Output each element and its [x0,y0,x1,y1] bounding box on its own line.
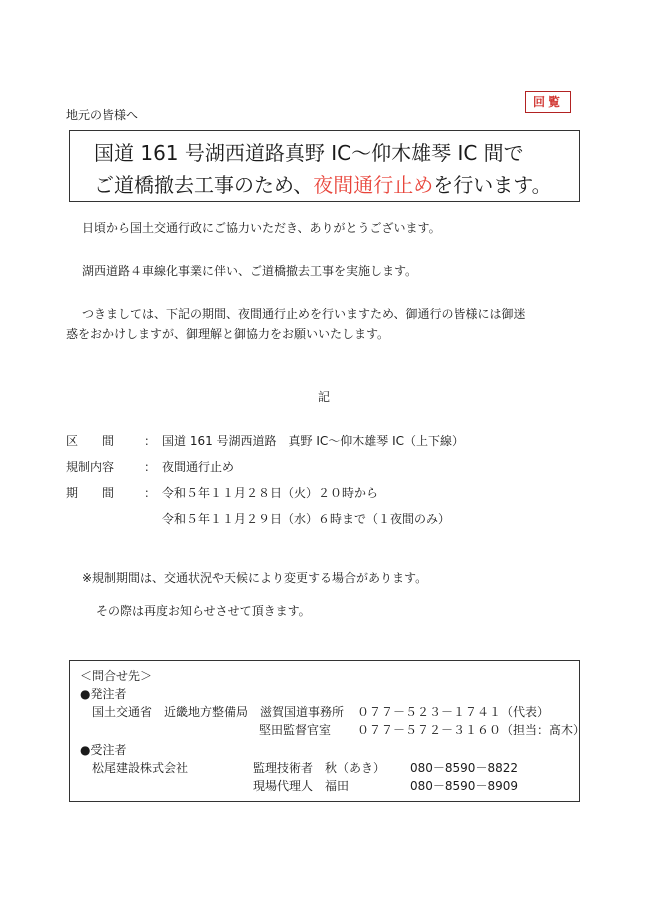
period-end: 令和５年１１月２９日（水）６時まで（１夜間のみ） [162,512,451,526]
contractor-role1: 監理技術者 秋（あき） [253,761,386,775]
contact-box [69,660,586,802]
section-label: 区 間 [66,434,115,448]
restriction-value: 夜間通行止め [162,460,235,474]
period-start: 令和５年１１月２８日（火）２０時から [162,486,379,500]
contractor-role2: 現場代理人 福田 [253,779,350,793]
title-line-1: 国道 161 号湖西道路真野 IC～仰木雄琴 IC 間で [94,141,524,165]
title-line-2-suffix: を行います。 [433,173,552,197]
contractor-heading: ●受注者 [80,743,127,757]
orderer-org: 国土交通省 近畿地方整備局 滋賀国道事務所 [92,705,345,719]
title-line-2 [94,169,552,198]
request-paragraph-line-2: 惑をおかけしますが、御理解と御協力をお願いいたします。 [66,327,390,341]
orderer-phone: ０７７－５２３－１７４１（代表） [357,705,550,719]
circulate-stamp: 回覧 [525,91,571,113]
orderer-phone2: ０７７－５７２－３１６０（担当：髙木） [357,723,586,737]
restriction-colon: ： [144,460,157,474]
period-label: 期 間 [66,486,115,500]
greeting-paragraph: 日頃から国土交通行政にご協力いただき、ありがとうございます。 [82,221,441,235]
project-paragraph: 湖西道路４車線化事業に伴い、ご道橋撤去工事を実施します。 [82,264,418,278]
title-highlight: 夜間通行止め [313,173,434,197]
title-box [69,130,580,202]
request-paragraph-line-1: つきましては、下記の期間、夜間通行止めを行いますため、御通行の皆様には御迷 [82,307,526,321]
section-colon: ： [144,434,157,448]
restriction-label: 規制内容 [66,460,115,474]
title-line-2-prefix: ご道橋撤去工事のため、 [94,173,314,197]
contractor-company: 松尾建設株式会社 [92,761,189,775]
ki-heading: 記 [318,390,331,404]
addressee: 地元の皆様へ [66,108,139,122]
section-value: 国道 161 号湖西道路 真野 IC～仰木雄琴 IC（上下線） [162,434,464,448]
notification-note: その際は再度お知らせさせて頂きます。 [96,604,311,618]
orderer-heading: ●発注者 [80,687,127,701]
period-colon: ： [144,486,157,500]
contractor-phone2: 080－8590－8909 [410,779,518,793]
contact-heading: ＜問合せ先＞ [80,669,153,683]
contractor-phone1: 080－8590－8822 [410,761,518,775]
change-note: ※規制期間は、交通状況や天候により変更する場合があります。 [82,571,428,585]
orderer-office2: 堅田監督官室 [259,723,332,737]
